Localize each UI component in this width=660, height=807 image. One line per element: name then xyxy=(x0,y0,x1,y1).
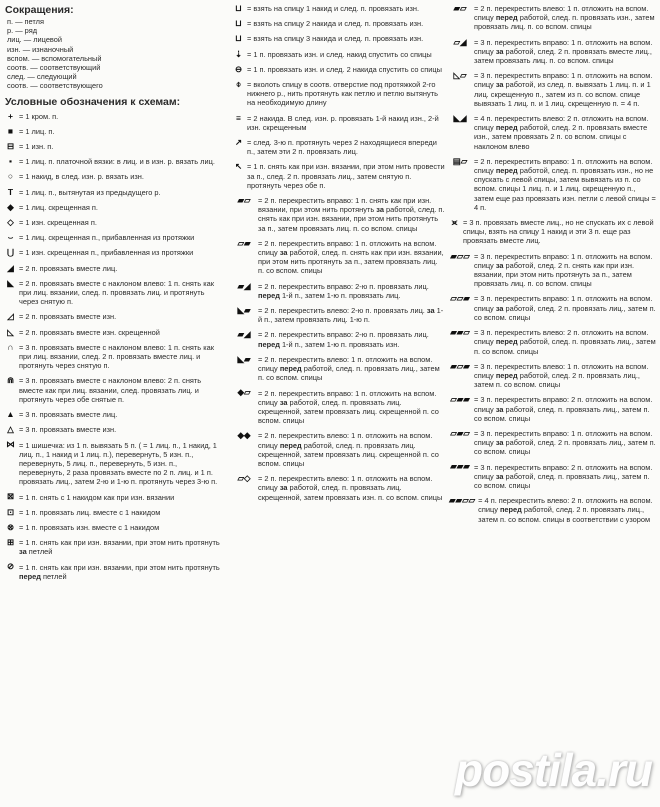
legend-text: = 1 изн. скрещенная п., прибавленная из протяжки xyxy=(19,248,194,258)
legend-item xyxy=(449,38,656,66)
stitch-symbol-icon: ◇ xyxy=(7,216,14,227)
legend-text: = взять на спицу 3 накида и след. п. провязать изн. xyxy=(247,34,424,44)
legend-text: = вколоть спицу в соотв. отверстие под протяжкой 2-го нижнего р., нить протянуть как петлю и петлю вытянуть на необходимую длину xyxy=(247,80,438,108)
legend-item xyxy=(449,328,656,356)
stitch-symbol-icon: ▤▱ xyxy=(452,155,468,166)
stitch-symbol-icon: ⊖ xyxy=(234,63,243,74)
stitch-symbol-icon: ▱◇ xyxy=(237,473,251,484)
legend-item xyxy=(5,112,220,121)
legend-text: = 1 лиц. скрещенная п. xyxy=(19,202,98,212)
legend-text: = 1 лиц. п. платочной вязки: в лиц. и в изн. р. вязать лиц. xyxy=(19,157,215,167)
legend-item xyxy=(233,330,445,348)
legend-text: = взять на спицу 1 накид и след. п. провязать изн. xyxy=(247,4,420,13)
stitch-symbol-icon: ⇣ xyxy=(234,48,243,59)
legend-text: = 3 п. провязать вместе с наклоном влево: 1 п. снять как при лиц. вязании, след. 2 п. провязать вместе лиц. и протянуть через снятую п. xyxy=(19,342,214,371)
legend-text: = 2 п. перекрестить вправо: 2-ю п. провязать лиц. перед 1-й п., затем 1-ю п. провязать лиц. xyxy=(258,281,429,300)
stitch-symbol-icon: ▲ xyxy=(6,409,15,419)
stitch-symbol-icon: + xyxy=(8,110,13,121)
stitch-symbol-icon: ▱▰▱ xyxy=(450,427,470,438)
legend-text: = 3 п. перекрестить вправо: 1 п. отложить на вспом. спицу за работой, след. 2 п. провязать лиц., затем п. со вспом. спицы xyxy=(474,428,656,457)
schemes-title: Условные обозначения к схемам: xyxy=(5,95,181,108)
legend-item xyxy=(5,563,220,581)
legend-item xyxy=(5,328,220,337)
legend-text: = 1 п. снять как при изн. вязании, при этом нить провести за п., след. 2 п. провязать лиц., затем снятую п. протянуть через обе п. xyxy=(247,162,445,190)
legend-item xyxy=(233,282,445,300)
legend-text: = след. 3-ю п. протянуть через 2 находящиеся впереди п., затем эти 2 п. провязать лиц. xyxy=(247,138,437,157)
legend-item xyxy=(233,19,445,28)
legend-text: = 2 п. перекрестить влево: 1 п. отложить на вспом. спицу перед работой, след. п. провязать лиц. скрещенной, затем провязать лиц. скрещенной п. со вспом. спицы xyxy=(258,431,439,468)
legend-text: = 2 п. перекрестить вправо: 1 п. отложить на вспом. спицу за работой, след. п. провязать лиц. скрещенной, затем провязать лиц. скрещенной п. со вспом. спицы xyxy=(258,388,439,426)
stitch-symbol-icon: ◣▰ xyxy=(237,353,251,364)
legend-item xyxy=(233,431,445,468)
legend-item xyxy=(5,425,220,434)
legend-item xyxy=(233,239,445,276)
stitch-symbol-icon: ○ xyxy=(7,171,14,182)
stitch-symbol-icon: ■ xyxy=(7,125,14,136)
legend-item xyxy=(5,157,220,166)
stitch-symbol-icon: ◿ xyxy=(7,311,14,322)
legend-text: = 2 п. перекрестить влево: 1 п. отложить на вспом. спицу за работой, след. п. провязать лиц. скрещенной, затем провязать изн. п. со вспом. спицы xyxy=(258,474,443,502)
legend-text: = 3 п. провязать вместе изн. xyxy=(19,425,117,435)
legend-item xyxy=(449,463,656,491)
legend-text: = 2 п. перекрестить влево: 1 п. отложить на вспом. спицу перед работой, след. п. провязать лиц., затем п. со вспом. спицы xyxy=(258,354,440,383)
legend-item xyxy=(233,138,445,156)
legend-item xyxy=(233,196,445,233)
legend-item xyxy=(449,429,656,457)
legend-text: = 1 п. провязать изн. и след. накид спустить со спицы xyxy=(247,49,432,59)
abbreviations-list xyxy=(5,17,220,91)
legend-text: = 3 п. перекрестить вправо: 1 п. отложить на вспом. спицу за работой, след. 2 п. снять как при изн. вязании, при этом нить протянуть за п., затем провязать лиц. п. со вспом. спицы xyxy=(474,251,653,289)
abbreviation-line: п. — петля xyxy=(7,17,44,26)
legend-text: = 2 п. провязать вместе изн. скрещенной xyxy=(19,327,160,337)
legend-text: = 2 п. перекрестить вправо: 2-ю п. провязать лиц. перед 1-й п., затем 1-ю п. провязать изн. xyxy=(258,330,429,349)
legend-text: = 3 п. перекрестить влево: 2 п. отложить на вспом. спицу перед работой, след. п. провязать лиц., затем п. со вспом. спицы xyxy=(474,328,656,356)
legend-text: = 1 п. провязать изн. и след. 2 накида спустить со спицы xyxy=(247,64,442,74)
legend-text: = 2 п. перекрестить вправо: 1 п. снять как при изн. вязании, при этом нить протянуть за работой, след. п. снять как при изн. вязании, при этом нить протянуть за п., затем провязать лиц. п. со вспом. спицы xyxy=(258,196,445,233)
stitch-symbol-icon: ↖ xyxy=(234,161,243,172)
legend-item xyxy=(233,306,445,324)
stitch-symbol-icon: ◆◆ xyxy=(237,430,251,441)
legend-item xyxy=(5,218,220,227)
legend-text: = 1 изн. п. xyxy=(19,142,54,152)
legend-text: = 2 п. провязать вместе лиц. xyxy=(19,263,118,273)
legend-text: = 1 шишечка: из 1 п. вывязать 5 п. ( = 1 лиц. п., 1 накид, 1 лиц. п., 1 накид и 1 лиц. п.), перевернуть, 5 изн. п., перевернуть, 5 лиц. п., перевернуть, 5 изн. п., перевернуть, 2 раза провязать вместе по 2 п. лиц. и 1 п. провязать лиц., затем 2-ю и 1-ю п. протянуть через 3-ю п. xyxy=(19,440,218,487)
abbreviation-line: след. — следующий xyxy=(7,72,77,82)
legend-item xyxy=(449,4,656,32)
legend-text: = 2 п. перекрестить вправо: 1 п. отложить на вспом. спицу за работой, след. п. снять как при изн. вязании, при этом нить протянуть за п., затем провязать лиц. п. со вспом. спицы xyxy=(258,238,444,276)
legend-text: = 4 п. перекрестить влево: 2 п. отложить на вспом. спицу перед работой, след. 2 п. провязать вместе изн., затем провязать 2 п. со вспом. спицы с наклоном влево xyxy=(474,114,649,151)
legend-text: = взять на спицу 2 накида и след. п. провязать изн. xyxy=(247,19,424,29)
symbols-list-3 xyxy=(449,4,656,524)
legend-item xyxy=(233,65,445,74)
stitch-symbol-icon: ⋈ xyxy=(6,439,15,450)
stitch-symbol-icon: ∩ xyxy=(7,341,14,352)
legend-item xyxy=(5,410,220,419)
stitch-symbol-icon: ▰▰▰ xyxy=(450,461,470,472)
legend-text: = 3 п. перекрестить вправо: 1 п. отложить на вспом. спицу за работой, из след. п. вывязать 1 лиц. п. и 1 лиц. скрещенную п., затем из п. со вспом. спице вывязать 1 лиц. п. и 1 лиц. скрещенную п. = 4 п. xyxy=(474,71,653,108)
legend-item xyxy=(5,523,220,532)
legend-item xyxy=(233,80,445,108)
stitch-symbol-icon: ⊘ xyxy=(6,561,15,572)
stitch-symbol-icon: ≡ xyxy=(236,112,241,123)
symbols-column-2 xyxy=(233,4,445,508)
legend-item xyxy=(5,188,220,197)
legend-item xyxy=(5,127,220,136)
stitch-symbol-icon: ▰◢ xyxy=(237,280,251,291)
stitch-symbol-icon: ▪ xyxy=(8,156,12,167)
legend-text: = 3 п. провязать вместе лиц. xyxy=(19,410,118,420)
legend-item xyxy=(5,248,220,257)
symbols-list-1 xyxy=(5,112,220,581)
legend-text: = 1 п. провязать лиц. вместе с 1 накидом xyxy=(19,507,161,517)
stitch-symbol-icon: ▰▰▱ xyxy=(450,327,470,337)
legend-text: = 1 кром. п. xyxy=(19,111,59,121)
stitch-symbol-icon: ▱◢ xyxy=(453,36,467,47)
abbreviation-line: соотв. — соответствующий xyxy=(7,63,101,73)
legend-text: = 1 п. снять с 1 накидом как при изн. вязании xyxy=(19,492,175,502)
stitch-symbol-icon: ⌽ xyxy=(235,78,242,89)
legend-item xyxy=(233,50,445,59)
stitch-symbol-icon: ▰◢ xyxy=(237,329,251,340)
legend-text: = 1 лиц. п. xyxy=(19,126,55,136)
legend-item xyxy=(5,203,220,212)
stitch-symbol-icon: ◣◢ xyxy=(453,112,467,123)
stitch-symbol-icon: ⊡ xyxy=(6,506,15,517)
legend-item xyxy=(449,362,656,390)
legend-text: = 2 п. провязать вместе изн. xyxy=(19,312,117,322)
legend-text: = 3 п. перекрестить вправо: 2 п. отложить на вспом. спицу за работой, след. п. провязать лиц., затем п. со вспом. спицы xyxy=(474,395,653,423)
stitch-symbol-icon: ⊟ xyxy=(6,140,15,151)
legend-text: = 3 п. провязать вместе с наклоном влево: 2 п. снять вместе как при лиц. вязании, след. провязать лиц. и протянуть через обе снятые п. xyxy=(19,376,202,404)
stitch-symbol-icon: ⋒ xyxy=(6,375,15,386)
legend-item xyxy=(233,34,445,43)
watermark-logo: postila.ru xyxy=(454,744,652,796)
stitch-symbol-icon: ⊔ xyxy=(235,33,242,44)
legend-text: = 4 п. перекрестить влево: 2 п. отложить на вспом. спицу перед работой, след. 2 п. провязать лиц., затем п. со вспом. спицы в соответствии с узором xyxy=(478,496,653,524)
stitch-symbol-icon: ◆ xyxy=(7,201,14,212)
legend-item xyxy=(449,252,656,289)
legend-item xyxy=(449,71,656,108)
stitch-symbol-icon: ⊗ xyxy=(6,521,15,532)
legend-item xyxy=(5,233,220,242)
legend-text: = 1 п. снять как при изн. вязании, при этом нить протянуть перед петлей xyxy=(19,562,220,581)
stitch-symbol-icon: ⌣ xyxy=(7,232,14,243)
legend-text: = 3 п. перекрестить влево: 1 п. отложить на вспом. спицу перед работой, след. 2 п. провязать лиц., затем п. со вспом. спицы xyxy=(474,361,649,390)
abbreviations-title: Сокращения: xyxy=(5,4,74,16)
abbreviation-line: соотв. — соответствующего xyxy=(7,81,103,91)
legend-text: = 3 п. провязать вместе лиц., но не спускать их с левой спицы, взять на спицу 1 накид и эти 3 п. еще раз провязать вместе лиц. xyxy=(463,218,654,246)
legend-text: = 1 п. снять как при изн. вязании, при этом нить протянуть за петлей xyxy=(19,538,220,557)
stitch-symbol-icon: ◺ xyxy=(7,326,14,337)
symbols-list-2 xyxy=(233,4,445,502)
stitch-symbol-icon: ▰▱ xyxy=(237,194,251,205)
legend-item xyxy=(5,376,220,404)
stitch-symbol-icon: ↗ xyxy=(234,136,243,147)
legend-item xyxy=(233,474,445,502)
stitch-symbol-icon: T xyxy=(7,186,14,197)
stitch-symbol-icon: ▰▰▱▱ xyxy=(449,495,476,506)
legend-item xyxy=(449,294,656,322)
stitch-symbol-icon: ⊞ xyxy=(6,537,15,548)
legend-item xyxy=(5,538,220,556)
abbreviations-column xyxy=(5,4,220,587)
stitch-symbol-icon: ▰▱ xyxy=(453,2,467,13)
legend-text: = 2 п. перекрестить влево: 2-ю п. провязать лиц. за 1-й п., затем провязать лиц. 1-ю п. xyxy=(258,306,444,325)
legend-text: = 1 изн. скрещенная п. xyxy=(19,218,97,228)
abbreviation-line: р. — ряд xyxy=(7,26,38,36)
stitch-symbol-icon: ⋃ xyxy=(7,247,14,258)
legend-item xyxy=(233,114,445,132)
legend-item xyxy=(5,312,220,321)
legend-item xyxy=(449,395,656,423)
legend-text: = 3 п. перекрестить вправо: 2 п. отложить на вспом. спицу за работой, след. п. провязать лиц., затем п. со вспом. спицы xyxy=(474,462,653,490)
legend-text: = 1 накид, в след. изн. р. вязать изн. xyxy=(19,172,144,182)
legend-item xyxy=(233,4,445,13)
abbreviation-line: изн. — изнаночный xyxy=(7,44,74,54)
legend-item xyxy=(449,218,656,246)
stitch-symbol-icon: △ xyxy=(7,424,14,435)
legend-text: = 2 накида. В след. изн. р. провязать 1-й накид изн., 2-й изн. скрещенным xyxy=(247,113,439,132)
stitch-symbol-icon: ◣▰ xyxy=(237,304,251,315)
legend-item xyxy=(5,343,220,371)
symbols-column-3 xyxy=(449,4,656,530)
legend-item xyxy=(233,162,445,190)
abbreviation-line: вспом. — вспомогательный xyxy=(7,53,102,63)
stitch-symbol-icon: ▰▱▰ xyxy=(450,360,470,371)
legend-item xyxy=(5,142,220,151)
legend-item xyxy=(5,279,220,307)
stitch-symbol-icon: ⊔ xyxy=(235,18,242,29)
stitch-symbol-icon: ⊠ xyxy=(6,491,15,502)
legend-text: = 2 п. перекрестить влево: 1 п. отложить на вспом. спицу перед работой, след. п. провязать изн., затем провязать лиц. п. со вспом. спицы xyxy=(474,4,655,32)
stitch-symbol-icon: ⪤ xyxy=(451,216,458,227)
stitch-symbol-icon: ◣ xyxy=(7,277,14,288)
stitch-symbol-icon: ▱▰▰ xyxy=(450,394,470,405)
legend-text: = 1 лиц. скрещенная п., прибавленная из протяжки xyxy=(19,233,195,243)
legend-item xyxy=(5,172,220,181)
legend-item xyxy=(449,114,656,151)
legend-item xyxy=(449,157,656,212)
legend-item xyxy=(5,508,220,517)
stitch-symbol-icon: ▰▱▱ xyxy=(450,250,470,261)
legend-item xyxy=(5,493,220,502)
stitch-symbol-icon: ▱▱▰ xyxy=(450,293,470,304)
legend-text: = 3 п. перекрестить вправо: 1 п. отложить на вспом. спицу за работой, след. 2 п. провязать лиц., затем п. со вспом. спицы xyxy=(474,294,656,322)
legend-text: = 2 п. провязать вместе с наклоном влево: 1 п. снять как при лиц. вязании, след. п. провязать лиц. и протянуть через снятую п. xyxy=(19,278,214,307)
legend-item xyxy=(449,496,656,524)
legend-text: = 3 п. перекрестить вправо: 1 п. отложить на вспом. спицу за работой, след. 2 п. провязать вместе лиц., затем провязать лиц. п. со вспом. спицы xyxy=(474,37,653,66)
stitch-symbol-icon: ⊔ xyxy=(235,2,242,13)
legend-text: = 1 п. провязать изн. вместе с 1 накидом xyxy=(19,522,160,532)
stitch-symbol-icon: ◺▱ xyxy=(453,70,467,81)
legend-item xyxy=(233,355,445,383)
legend-text: = 1 лиц. п., вытянутая из предыдущего р. xyxy=(19,187,161,197)
stitch-symbol-icon: ▱▰ xyxy=(237,237,251,248)
abbreviation-line: лиц. — лицевой xyxy=(7,35,63,45)
stitch-symbol-icon: ◆▱ xyxy=(237,387,251,398)
stitch-symbol-icon: ◢ xyxy=(7,262,14,273)
legend-item xyxy=(5,264,220,273)
legend-item xyxy=(5,441,220,487)
legend-item xyxy=(233,389,445,426)
legend-text: = 2 п. перекрестить вправо: 1 п. отложить на вспом. спицу перед работой, след. п. провязать изн., но не спускать с левой спицы, затем вывязать из п. со вспом. спицы 1 лиц. п. и 1 лиц. скрещенную п., затем еще раз провязать изн. петли с левой спицы = 4 п. xyxy=(474,156,656,212)
